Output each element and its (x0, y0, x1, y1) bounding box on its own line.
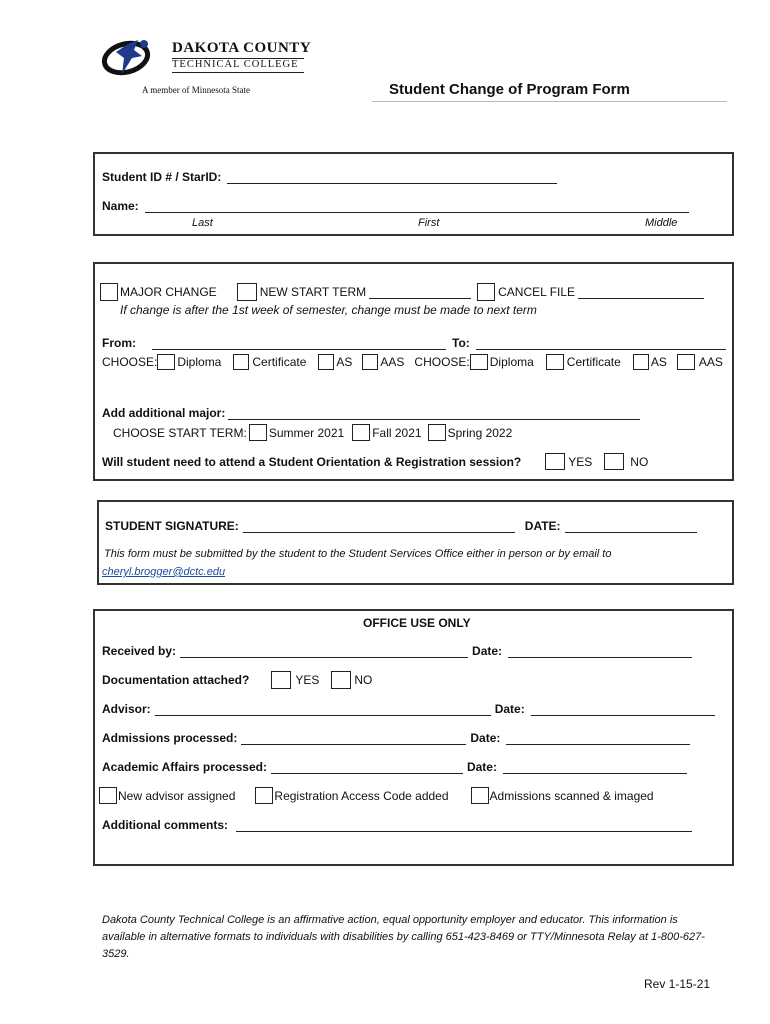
signature-date-label: DATE: (524, 519, 561, 533)
signature-date-field[interactable] (565, 520, 697, 533)
to-as-label: AS (650, 355, 667, 369)
from-aas-label: AAS (380, 355, 405, 369)
received-row (102, 644, 692, 658)
student-signature-label: STUDENT SIGNATURE: (105, 519, 239, 533)
fall-2021-label: Fall 2021 (372, 425, 422, 440)
summer-2021-label: Summer 2021 (268, 425, 345, 440)
office-use-title: OFFICE USE ONLY (363, 616, 471, 630)
student-id-field[interactable] (227, 171, 557, 184)
office-checks-row (99, 787, 654, 804)
advisor-label: Advisor: (102, 702, 151, 716)
first-name-caption: First (418, 217, 440, 229)
admissions-label: Admissions processed: (102, 731, 238, 745)
org-subname: TECHNICAL COLLEGE (172, 59, 299, 70)
orientation-question: Will student need to attend a Student Orientation & Registration session? (102, 454, 522, 469)
academic-row (102, 760, 687, 774)
orientation-row (102, 453, 648, 470)
major-change-label: MAJOR CHANGE (120, 285, 217, 299)
cancel-file-checkbox[interactable] (477, 283, 495, 301)
name-label: Name: (102, 199, 139, 213)
add-major-field[interactable] (228, 407, 640, 420)
comments-row (102, 818, 692, 832)
start-term-row (113, 424, 512, 441)
to-diploma-label: Diploma (489, 355, 534, 369)
orientation-no-checkbox[interactable] (604, 453, 624, 470)
from-aas-checkbox[interactable] (362, 354, 378, 370)
to-as-checkbox[interactable] (633, 354, 649, 370)
org-divider-2 (172, 72, 304, 73)
new-start-term-checkbox[interactable] (237, 283, 257, 301)
student-info-section (93, 152, 734, 236)
start-term-label: CHOOSE START TERM: (113, 425, 247, 440)
major-change-checkbox[interactable] (100, 283, 118, 301)
from-diploma-label: Diploma (177, 355, 222, 369)
to-certificate-checkbox[interactable] (546, 354, 564, 370)
submission-note: This form must be submitted by the student to the Student Services Office either in person or by email to (104, 548, 612, 560)
to-choose-label: CHOOSE: (414, 355, 470, 369)
scanned-checkbox[interactable] (471, 787, 489, 804)
advisor-date-label: Date: (494, 702, 525, 716)
reg-code-label: Registration Access Code added (274, 788, 449, 803)
from-as-label: AS (336, 355, 353, 369)
spring-2022-label: Spring 2022 (447, 425, 513, 440)
add-major-label: Add additional major: (102, 406, 226, 420)
from-row (102, 336, 726, 350)
reg-code-checkbox[interactable] (255, 787, 273, 804)
orientation-no-label: NO (630, 454, 649, 469)
student-id-label: Student ID # / StarID: (102, 170, 222, 184)
admissions-row (102, 731, 690, 745)
orientation-yes-label: YES (568, 454, 593, 469)
documentation-yes-checkbox[interactable] (271, 671, 291, 689)
advisor-row (102, 702, 715, 716)
new-advisor-label: New advisor assigned (118, 788, 236, 803)
student-signature-field[interactable] (243, 520, 515, 533)
name-field[interactable] (145, 200, 689, 213)
to-certificate-label: Certificate (566, 355, 621, 369)
documentation-label: Documentation attached? (102, 673, 250, 687)
orientation-yes-checkbox[interactable] (545, 453, 565, 470)
advisor-date-field[interactable] (531, 703, 715, 716)
signature-row (105, 519, 697, 533)
new-advisor-checkbox[interactable] (99, 787, 117, 804)
new-start-term-label: NEW START TERM (259, 285, 367, 299)
comments-field[interactable] (236, 819, 692, 832)
comments-label: Additional comments: (102, 818, 229, 832)
documentation-no-label: NO (354, 673, 373, 687)
logo-swoosh-icon (98, 36, 168, 80)
email-link[interactable]: cheryl.brogger@dctc.edu (102, 566, 226, 578)
college-logo (98, 36, 168, 80)
admissions-date-field[interactable] (506, 732, 690, 745)
admissions-date-label: Date: (470, 731, 501, 745)
header-rule (372, 101, 727, 102)
from-diploma-checkbox[interactable] (157, 354, 175, 370)
from-label: From: (102, 336, 136, 350)
received-date-field[interactable] (508, 645, 692, 658)
cancel-file-field[interactable] (578, 286, 704, 299)
new-start-term-field[interactable] (369, 286, 471, 299)
advisor-field[interactable] (155, 703, 491, 716)
last-name-caption: Last (192, 217, 213, 229)
academic-label: Academic Affairs processed: (102, 760, 267, 774)
program-options-row (102, 354, 723, 370)
name-row (102, 199, 689, 213)
to-aas-label: AAS (698, 355, 723, 369)
academic-field[interactable] (271, 761, 463, 774)
from-field[interactable] (152, 337, 446, 350)
to-diploma-checkbox[interactable] (470, 354, 488, 370)
member-text: A member of Minnesota State (142, 85, 250, 95)
academic-date-field[interactable] (503, 761, 687, 774)
form-title: Student Change of Program Form (389, 81, 630, 98)
spring-2022-checkbox[interactable] (428, 424, 446, 441)
admissions-field[interactable] (241, 732, 466, 745)
from-as-checkbox[interactable] (318, 354, 334, 370)
received-date-label: Date: (472, 644, 503, 658)
change-note: If change is after the 1st week of semester, change must be made to next term (120, 303, 537, 317)
documentation-row (102, 671, 372, 689)
org-name: DAKOTA COUNTY (172, 40, 312, 56)
fall-2021-checkbox[interactable] (352, 424, 370, 441)
to-label: To: (452, 336, 470, 350)
middle-name-caption: Middle (645, 217, 678, 229)
from-choose-label: CHOOSE: (102, 355, 158, 369)
to-field[interactable] (476, 337, 726, 350)
documentation-no-checkbox[interactable] (331, 671, 351, 689)
student-id-row (102, 170, 557, 184)
footer-statement: Dakota County Technical College is an affirmative action, equal opportunity employer and educator. This information is available in alternative formats to individuals with disabilities by calling 651-423-8469 or TTY/Minnesota Relay at 1-800-627-3529. (102, 914, 705, 960)
change-type-row (100, 283, 704, 301)
documentation-yes-label: YES (295, 673, 320, 687)
received-by-field[interactable] (180, 645, 468, 658)
revision-label: Rev 1-15-21 (644, 977, 711, 991)
to-aas-checkbox[interactable] (677, 354, 695, 370)
from-certificate-label: Certificate (252, 355, 307, 369)
from-certificate-checkbox[interactable] (233, 354, 249, 370)
received-by-label: Received by: (102, 644, 177, 658)
add-major-row (102, 406, 640, 420)
academic-date-label: Date: (466, 760, 497, 774)
scanned-label: Admissions scanned & imaged (489, 788, 654, 803)
summer-2021-checkbox[interactable] (249, 424, 267, 441)
cancel-file-label: CANCEL FILE (498, 285, 576, 299)
